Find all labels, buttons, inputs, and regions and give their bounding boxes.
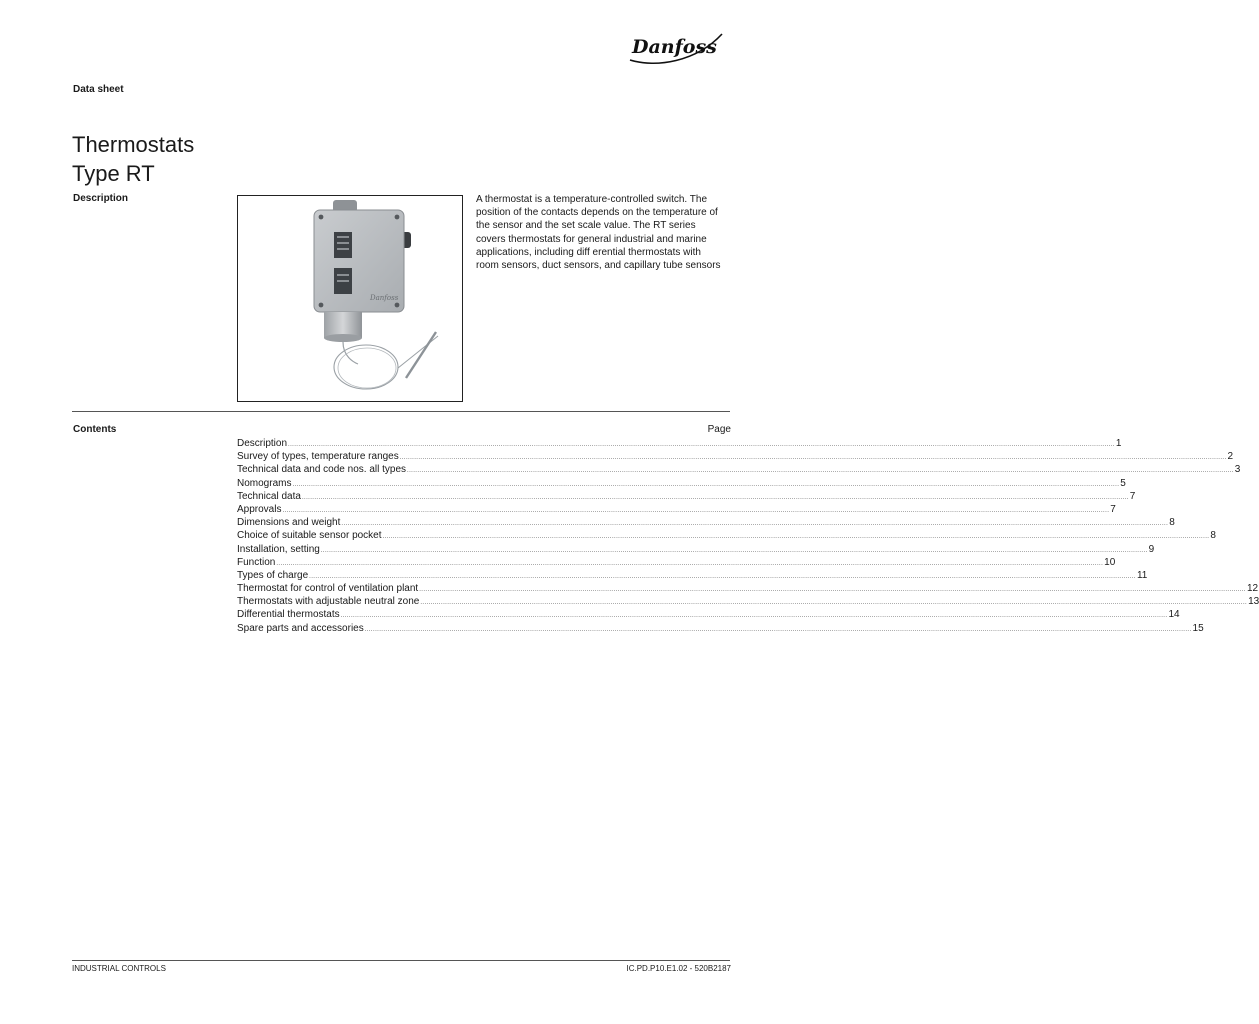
toc-entry-label: Thermostat for control of ventilation plant bbox=[237, 583, 419, 595]
toc-entry-label: Survey of types, temperature ranges bbox=[237, 451, 399, 463]
toc-entry-label: Types of charge bbox=[237, 569, 309, 581]
title-line-2: Type RT bbox=[72, 161, 155, 186]
toc-leader-dots: ................................................................................................................................................................................................................................................................................................................................................................................................................ bbox=[292, 481, 1120, 488]
title-line-1: Thermostats bbox=[72, 132, 195, 157]
toc-entry-label: Thermostats with adjustable neutral zone bbox=[237, 596, 420, 608]
toc-entry-page: 7 bbox=[1110, 503, 1116, 515]
toc-leader-dots: ................................................................................................................................................................................................................................................................................................................................................................................................................ bbox=[341, 521, 1169, 528]
toc-entry[interactable] bbox=[237, 622, 1204, 635]
table-of-contents bbox=[237, 437, 1259, 635]
toc-leader-dots: ................................................................................................................................................................................................................................................................................................................................................................................................................ bbox=[382, 534, 1210, 541]
toc-leader-dots: ................................................................................................................................................................................................................................................................................................................................................................................................................ bbox=[309, 573, 1136, 580]
logo-wordmark: Danfoss bbox=[632, 36, 717, 58]
toc-entry-page: 2 bbox=[1227, 451, 1234, 463]
toc-entry-label: Dimensions and weight bbox=[237, 517, 341, 529]
toc-entry-label: Technical data bbox=[237, 490, 301, 502]
toc-entry[interactable] bbox=[237, 437, 1122, 450]
toc-entry[interactable] bbox=[237, 608, 1180, 621]
toc-entry[interactable] bbox=[237, 582, 1259, 595]
contents-heading: Contents bbox=[73, 424, 117, 435]
page-column-label: Page bbox=[707, 424, 731, 435]
toc-leader-dots: ................................................................................................................................................................................................................................................................................................................................................................................................................ bbox=[340, 613, 1168, 620]
danfoss-logo bbox=[626, 28, 726, 68]
toc-leader-dots: ................................................................................................................................................................................................................................................................................................................................................................................................................ bbox=[399, 455, 1227, 462]
toc-entry-page: 8 bbox=[1210, 530, 1216, 542]
toc-entry-page: 15 bbox=[1192, 622, 1204, 634]
toc-entry-label: Function bbox=[237, 556, 276, 568]
toc-leader-dots: ................................................................................................................................................................................................................................................................................................................................................................................................................ bbox=[364, 626, 1192, 633]
toc-entry[interactable] bbox=[237, 490, 1136, 503]
thermostat-photo bbox=[237, 195, 463, 402]
photo-logo: Danfoss bbox=[370, 294, 399, 302]
document-type: Data sheet bbox=[73, 84, 124, 95]
footer-doc-code: IC.PD.P10.E1.02 - 520B2187 bbox=[626, 964, 731, 973]
toc-entry-label: Description bbox=[237, 438, 288, 449]
toc-entry[interactable] bbox=[237, 450, 1234, 463]
divider bbox=[72, 411, 730, 412]
toc-entry-page: 5 bbox=[1120, 477, 1126, 489]
toc-entry[interactable] bbox=[237, 556, 1116, 569]
description-text: A thermostat is a temperature-controlled switch. The position of the contacts depends on the temperature of the sensor and the set scale value. The RT series covers thermostats for general industrial and marine applications, including diff erential thermostats with room sensors, duct sensors, and capillary tube sensors bbox=[476, 194, 721, 272]
toc-entry-page: 12 bbox=[1247, 583, 1259, 595]
toc-entry[interactable] bbox=[237, 516, 1175, 529]
toc-leader-dots: ................................................................................................................................................................................................................................................................................................................................................................................................................ bbox=[407, 468, 1234, 475]
toc-entry[interactable] bbox=[237, 477, 1126, 490]
toc-entry-label: Technical data and code nos. all types bbox=[237, 464, 406, 476]
toc-entry-label: Spare parts and accessories bbox=[237, 622, 364, 634]
toc-leader-dots: ................................................................................................................................................................................................................................................................................................................................................................................................................ bbox=[301, 494, 1129, 501]
toc-entry-page: 8 bbox=[1169, 517, 1175, 529]
toc-entry-label: Approvals bbox=[237, 503, 282, 515]
toc-entry-page: 1 bbox=[1115, 438, 1122, 449]
toc-leader-dots: ................................................................................................................................................................................................................................................................................................................................................................................................................ bbox=[288, 442, 1115, 448]
toc-entry-page: 14 bbox=[1168, 609, 1180, 621]
toc-entry-label: Differential thermostats bbox=[237, 609, 340, 621]
toc-entry-page: 10 bbox=[1104, 556, 1116, 568]
description-heading: Description bbox=[73, 193, 129, 204]
toc-entry-label: Choice of suitable sensor pocket bbox=[237, 530, 382, 542]
toc-entry-page: 11 bbox=[1136, 569, 1148, 581]
toc-entry-page: 3 bbox=[1234, 464, 1241, 476]
toc-entry[interactable] bbox=[237, 543, 1155, 556]
toc-leader-dots: ................................................................................................................................................................................................................................................................................................................................................................................................................ bbox=[420, 600, 1248, 607]
toc-leader-dots: ................................................................................................................................................................................................................................................................................................................................................................................................................ bbox=[276, 560, 1104, 567]
toc-leader-dots: ................................................................................................................................................................................................................................................................................................................................................................................................................ bbox=[419, 587, 1246, 594]
toc-leader-dots: ................................................................................................................................................................................................................................................................................................................................................................................................................ bbox=[320, 547, 1148, 554]
toc-entry[interactable] bbox=[237, 503, 1116, 516]
toc-entry-label: Nomograms bbox=[237, 477, 292, 489]
footer-section: INDUSTRIAL CONTROLS bbox=[72, 964, 166, 973]
page-title bbox=[72, 130, 194, 188]
toc-entry-page: 13 bbox=[1248, 596, 1259, 608]
toc-entry-page: 9 bbox=[1148, 543, 1155, 555]
toc-entry[interactable] bbox=[237, 595, 1259, 608]
toc-entry-label: Installation, setting bbox=[237, 543, 320, 555]
toc-entry[interactable] bbox=[237, 569, 1148, 582]
toc-entry-page: 7 bbox=[1129, 490, 1136, 502]
toc-entry[interactable] bbox=[237, 463, 1241, 476]
toc-entry[interactable] bbox=[237, 529, 1216, 542]
footer-divider bbox=[72, 960, 730, 961]
toc-leader-dots: ................................................................................................................................................................................................................................................................................................................................................................................................................ bbox=[282, 507, 1110, 514]
